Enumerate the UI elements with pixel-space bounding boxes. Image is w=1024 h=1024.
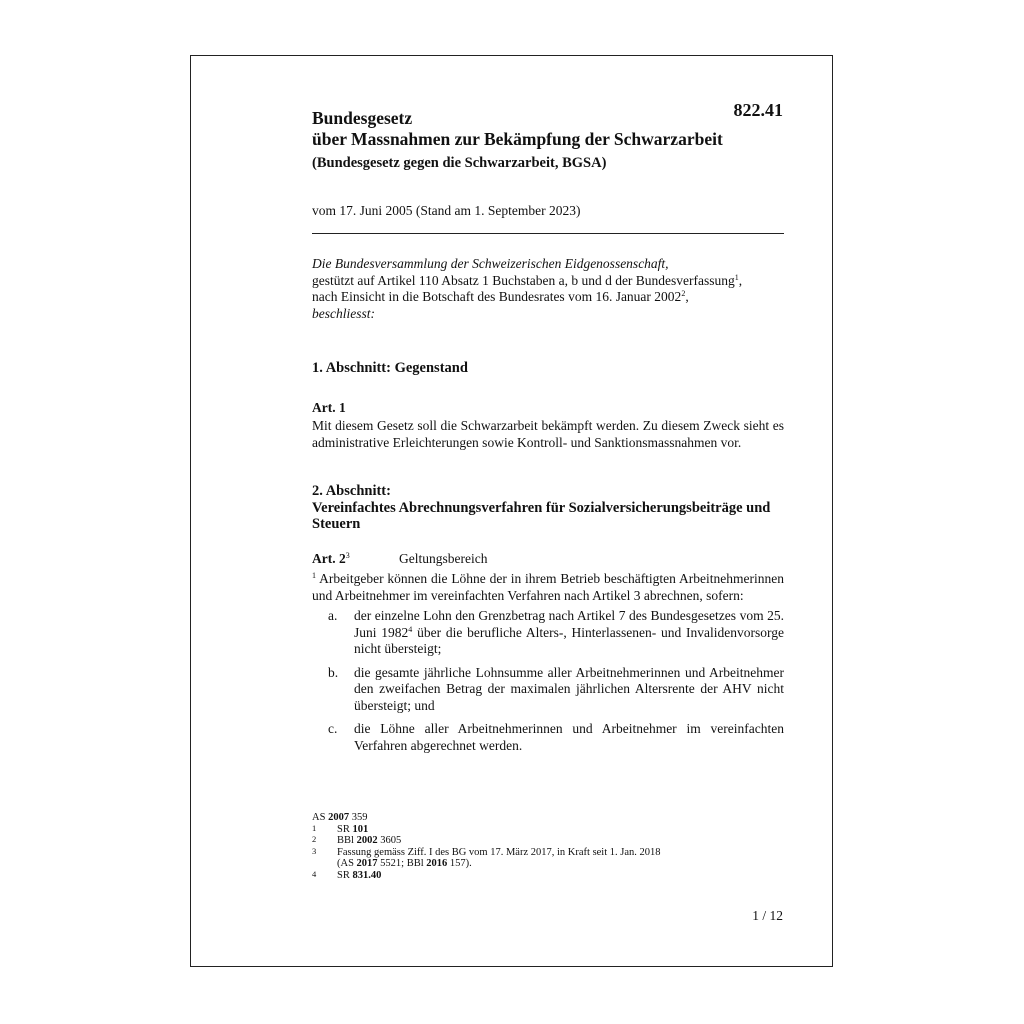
list-item: a. der einzelne Lohn den Grenzbetrag nach Artikel 7 des Bundesgesetzes vom 25. Juni 1982$^4$ über die berufliche Alters-, Hinterlassenen- und Invalidenvorsorge nicht übersteigt; bbox=[328, 608, 784, 656]
list-item: c. die Löhne aller Arbeitnehmerinnen und Arbeitnehmer im vereinfachten Verfahren abgerechnet werden. bbox=[328, 721, 784, 753]
footnote-ref-3: 3 bbox=[345, 551, 350, 560]
document-title bbox=[312, 108, 723, 150]
sr-number: 822.41 bbox=[733, 100, 783, 120]
title-line-2: über Massnahmen zur Bekämpfung der Schwarzarbeit bbox=[312, 129, 723, 149]
title-line-1: Bundesgesetz bbox=[312, 108, 413, 128]
preamble-line-1: Die Bundesversammlung der Schweizerischen Eidgenossenschaft, bbox=[312, 256, 669, 271]
footnote-ref-2: 2 bbox=[681, 289, 686, 298]
list-item: b. die gesamte jährliche Lohnsumme aller Arbeitnehmerinnen und Arbeitnehmer den zweifachen Betrag der maximalen jährlichen Altersrente der AHV nicht übersteigt; und bbox=[328, 664, 784, 713]
list-item-letter: b. bbox=[328, 664, 339, 680]
article-2-heading: Geltungsbereich bbox=[399, 551, 488, 566]
preamble bbox=[312, 256, 784, 322]
section-2-title-line-2: Vereinfachtes Abrechnungsverfahren für Sozialversicherungsbeiträge und Steuern bbox=[312, 499, 771, 532]
preamble-line-2: gestützt auf Artikel 110 Absatz 1 Buchstaben a, b und d der Bundesverfassung$^1$, bbox=[312, 272, 743, 288]
article-2-conditions-list bbox=[312, 608, 784, 761]
document-subtitle: (Bundesgesetz gegen die Schwarzarbeit, BGSA) bbox=[312, 155, 607, 171]
footnote-4: 4 SR 831.40 bbox=[312, 868, 382, 881]
document-page bbox=[190, 55, 833, 967]
preamble-line-3: nach Einsicht in die Botschaft des Bundesrates vom 16. Januar 2002$^2$, bbox=[312, 289, 689, 304]
list-item-letter: a. bbox=[328, 608, 338, 623]
preamble-line-4: beschliesst: bbox=[312, 305, 375, 321]
title-divider bbox=[312, 233, 784, 234]
page-number: 1 / 12 bbox=[752, 908, 783, 923]
footnote-ref-1: 1 bbox=[734, 272, 739, 282]
as-reference: AS 2007 359 bbox=[312, 812, 368, 823]
footnote-1: 1 SR 101 bbox=[312, 822, 369, 835]
article-2-paragraph-1: $^1$ Arbeitgeber können die Löhne der in ihrem Betrieb beschäftigten Arbeitnehmerinnen und Arbeitnehmer im vereinfachten Verfahren nach Artikel 3 abrechnen, sofern: bbox=[312, 571, 784, 603]
footnotes bbox=[312, 812, 784, 881]
footnote-ref-4: 4 bbox=[408, 624, 413, 634]
list-item-letter: c. bbox=[328, 721, 338, 736]
section-1-title: 1. Abschnitt: Gegenstand bbox=[312, 360, 468, 376]
article-2-label: Art. $2^3$ bbox=[312, 551, 350, 566]
paragraph-number: 1 bbox=[312, 571, 316, 580]
date-line: vom 17. Juni 2005 (Stand am 1. September 2023) bbox=[312, 203, 581, 218]
section-2-title-line-1: 2. Abschnitt: bbox=[312, 483, 391, 499]
footnote-2: 2 BBl 2002 3605 bbox=[312, 834, 402, 846]
article-1-label: Art. 1 bbox=[312, 400, 346, 415]
article-1-text: Mit diesem Gesetz soll die Schwarzarbeit bekämpft werden. Zu diesem Zweck sieht es administrative Erleichterungen sowie Kontroll- und Sanktionsmassnahmen vor. bbox=[312, 418, 784, 450]
section-2-title bbox=[312, 483, 784, 533]
footnote-3: 3 Fassung gemäss Ziff. I des BG vom 17. März 2017, in Kraft seit 1. Jan. 2018 (AS 2017 5521; BBl 2016 157). bbox=[312, 845, 661, 869]
